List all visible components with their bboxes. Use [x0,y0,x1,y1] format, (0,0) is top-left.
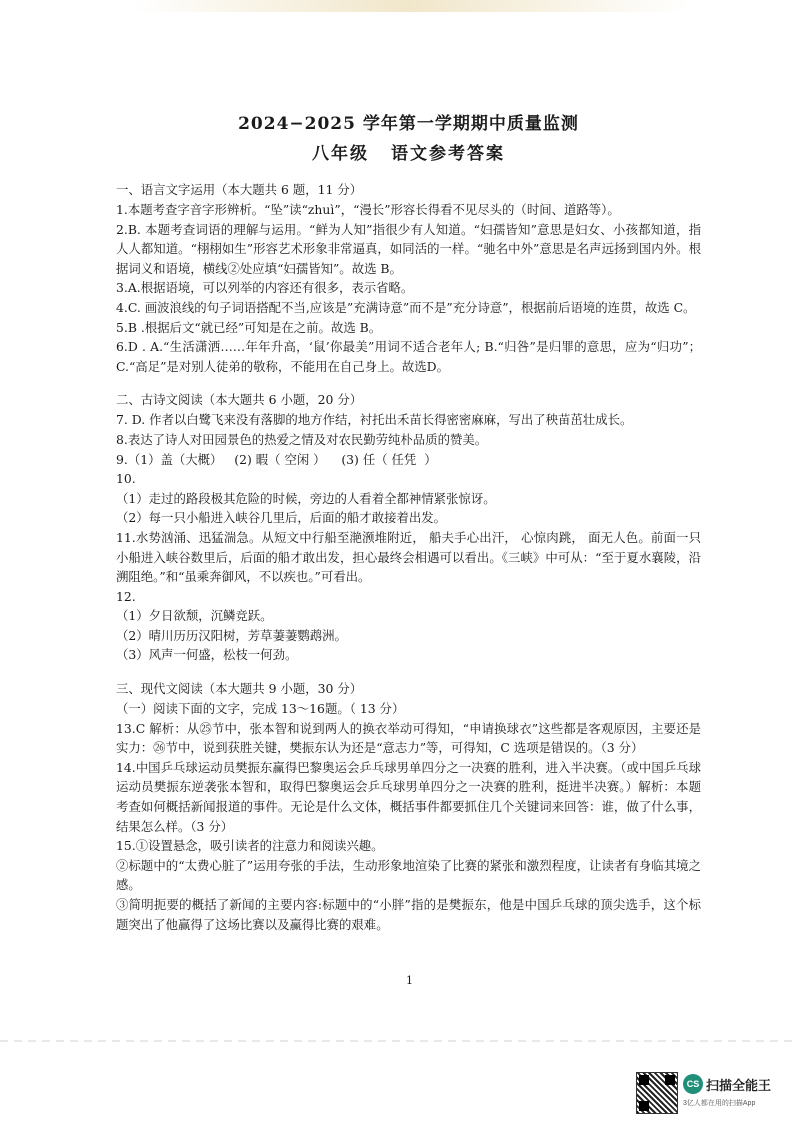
answer-line: （一）阅读下面的文字，完成 13～16题。（ 13 分） [116,701,405,717]
answer-line: 7. D. 作者以白鹭飞来没有落脚的地方作结，衬托出禾苗长得密密麻麻，写出了秧苗茁壮成长。 [116,412,633,428]
answer-line: 14.中国乒乓球运动员樊振东赢得巴黎奥运会乒乓球男单四分之一决赛的胜利，进入半决赛。（或中国乒乓球运动员樊振东逆袭张本智和，取得巴黎奥运会乒乓球男单四分之一决赛的胜利，挺进半决赛。）解析：本题考查如何概括新闻报道的事件。无论是什么文体，概括事件都要抓住几个关键词来回答：谁，做了什么事，结果怎么样。（3 分） [116,759,701,834]
answer-document [116,112,701,934]
answer-line: （1）夕日欲颓，沉鳞竞跃。 [116,608,273,624]
section-3 [116,679,701,934]
answer-line: 13.C 解析：从㉕节中，张本智和说到两人的换衣举动可得知，“申请换球衣”这些都是客观原因，主要还是实力：㉖节中，说到获胜关键，樊振东认为还是“意志力”等，可得知，C 选项是错误的。（3 分） [116,720,701,756]
answer-line: 10. [116,471,136,487]
scan-fold-line [0,1040,794,1042]
answer-line: 6.D . A.“生活潇洒……年年升高，‘鼠’你最美”用词不适合老年人; B.“归咎”是归罪的意思，应为“归功”；C.“高足”是对别人徒弟的敬称，不能用在自己身上。故选D。 [116,339,701,374]
camscanner-logo-icon: CS [683,1074,703,1094]
answer-line: 2.B. 本题考查词语的理解与运用。“鲜为人知”指很少有人知道。“妇孺皆知”意思是妇女、小孩都知道，指人人都知道。“栩栩如生”形容艺术形象非常逼真，如同活的一样。“驰名中外”意思是名声远扬到国内外。根据词义和语境，横线②处应填“妇孺皆知”。故选 B。 [116,221,701,276]
section-2 [116,390,701,665]
answer-line: ③简明扼要的概括了新闻的主要内容:标题中的“小胖”指的是樊振东，他是中国乒乓球的顶尖选手，这个标题突出了他赢得了这场比赛以及赢得比赛的艰难。 [116,897,701,932]
answer-line: （2）每一只小船进入峡谷几里后，后面的船才敢接着出发。 [116,510,447,526]
answer-line: ②标题中的“太费心脏了”运用夸张的手法，生动形象地渲染了比赛的紧张和激烈程度，让读者有身临其境之感。 [116,857,701,893]
answer-line: 11.水势汹涌、迅猛湍急。从短文中行船至滟滪堆附近， 船夫手心出汗， 心惊肉跳， 面无人色。前面一只小船进入峡谷数里后，后面的船才敢出发，担心最终会相遇可以看出。《三峡》中可从：“至于夏水襄陵，沿溯阻绝。”和“虽乘奔御风，不以疾也。”可看出。 [116,529,701,585]
page-number: 1 [406,974,413,987]
subtitle-subject: 语文参考答案 [391,144,505,164]
answer-line: 3.A.根据语境，可以列举的内容还有很多，表示省略。 [116,280,414,296]
answer-line: （2）晴川历历汉阳树，芳草萋萋鹦鹉洲。 [116,627,347,643]
document-title: 2024−2025 学年第一学期期中质量监测 [238,114,579,134]
subtitle-grade: 八年级 [312,144,369,164]
answer-line: （1）走过的路段极其危险的时候，旁边的人看着全都神情紧张惊讶。 [116,490,496,506]
answer-line: 1.本题考查字音字形辨析。“坠”读“zhuì”，“漫长”形容长得看不见尽头的（时间、道路等）。 [116,202,620,217]
scanner-tagline: 3亿人都在用的扫描App [683,1100,756,1107]
section-1 [116,180,701,376]
answer-line: 12. [116,588,136,604]
scan-top-smudge [130,0,690,12]
section-heading: 一、语言文字运用（本大题共 6 题，11 分） [116,182,363,197]
answer-line: 8.表达了诗人对田园景色的热爱之情及对农民勤劳纯朴品质的赞美。 [116,431,488,447]
answer-line: 4.C. 画波浪线的句子词语搭配不当,应该是”充满诗意”而不是”充分诗意”，根据前后语境的连贯，故选 C。 [116,299,696,315]
answer-line: （3）风声一何盛，松枝一何劲。 [116,647,298,663]
qr-code-icon [636,1072,678,1114]
section-heading: 三、现代文阅读（本大题共 9 小题，30 分） [116,681,363,697]
answer-line: 15.①设置悬念，吸引读者的注意力和阅读兴趣。 [116,838,384,854]
answer-line: 5.B .根据后文“就已经”可知是在之前。故选 B。 [116,319,382,335]
section-heading: 二、古诗文阅读（本大题共 6 小题，20 分） [116,392,363,408]
answer-line: 9.（1）盖（大概） (2) 暇（ 空闲 ） (3) 任（ 任凭 ） [116,451,437,467]
scanner-app-name: 扫描全能王 [706,1078,772,1093]
document-subtitle [116,142,701,166]
